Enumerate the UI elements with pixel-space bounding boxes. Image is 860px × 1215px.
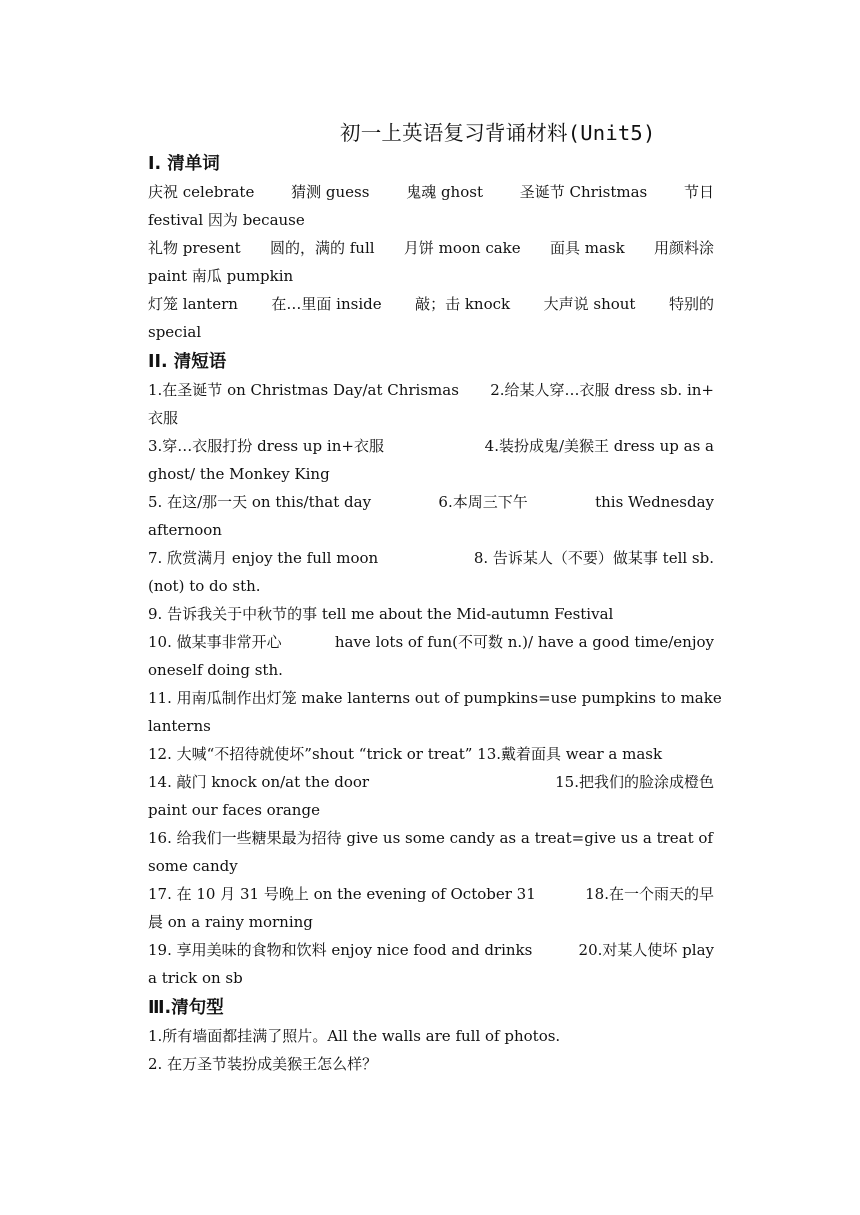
text-segment: 12. 大喊“不招待就使坏”shout “trick or treat” 13.戴着面具 wear a mask [148, 745, 663, 763]
text-segment: afternoon [148, 521, 222, 539]
text-line [148, 178, 714, 206]
text-segment: 庆祝 celebrate [148, 183, 255, 201]
text-segment: 3.穿…衣服打扮 dress up in+衣服 [148, 437, 384, 455]
text-segment: 用颜料涂 [653, 239, 714, 257]
text-segment: this Wednesday [595, 493, 714, 511]
text-line [148, 488, 714, 516]
text-segment: festival 因为 because [148, 211, 305, 229]
text-segment: 晨 on a rainy morning [148, 913, 313, 931]
text-segment: 8. 告诉某人（不要）做某事 tell sb. [473, 549, 714, 567]
text-segment: 月饼 moon cake [403, 239, 521, 257]
text-segment: 圣诞节 Christmas [519, 183, 648, 201]
text-segment: lanterns [148, 717, 211, 735]
section-heading-sentences: Ⅲ.清句型 [148, 998, 224, 1018]
text-line [148, 376, 714, 404]
text-segment: 在…里面 inside [271, 295, 382, 313]
text-line [148, 432, 714, 460]
text-line [148, 740, 714, 768]
text-line [148, 234, 714, 262]
text-segment: 鬼魂 ghost [406, 183, 483, 201]
text-line [148, 908, 714, 936]
text-segment: have lots of fun(不可数 n.)/ have a good time/enjoy [334, 633, 714, 651]
text-segment: 2. 在万圣节装扮成美猴王怎么样？ [148, 1055, 378, 1073]
text-line [148, 628, 714, 656]
text-segment: 20.对某人使坏 play [578, 941, 714, 959]
text-segment: paint 南瓜 pumpkin [148, 267, 294, 285]
section-heading-phrases: II. 清短语 [148, 352, 227, 372]
text-segment: 大声说 shout [543, 295, 636, 313]
text-segment: 9. 告诉我关于中秋节的事 tell me about the Mid-autumn Festival [148, 605, 614, 623]
text-line [148, 516, 714, 544]
text-line [148, 460, 714, 488]
text-line [148, 768, 714, 796]
text-line [148, 852, 714, 880]
text-line [148, 684, 722, 712]
text-line [148, 318, 714, 346]
text-line [148, 290, 714, 318]
text-segment: 特别的 [668, 295, 714, 313]
text-segment: special [148, 323, 202, 341]
text-segment: 1.所有墙面都挂满了照片。All the walls are full of photos. [148, 1027, 561, 1045]
text-segment: 18.在一个雨天的早 [585, 885, 714, 903]
text-segment: 19. 享用美味的食物和饮料 enjoy nice food and drinks [148, 941, 533, 959]
text-segment: 面具 mask [549, 239, 625, 257]
text-segment: (not) to do sth. [148, 577, 261, 595]
text-segment: 圆的，满的 full [269, 239, 375, 257]
text-line [148, 1022, 714, 1050]
text-segment: 15.把我们的脸涂成橙色 [555, 773, 714, 791]
text-line [148, 880, 714, 908]
text-line [148, 936, 714, 964]
text-segment: 猜测 guess [291, 183, 370, 201]
text-segment: 敲；击 knock [415, 295, 511, 313]
text-line [148, 544, 714, 572]
text-line [148, 600, 714, 628]
text-segment: 17. 在 10 月 31 号晚上 on the evening of October 31 [148, 885, 536, 903]
text-line [148, 824, 714, 852]
text-segment: 11. 用南瓜制作出灯笼 make lanterns out of pumpkins=use pumpkins to make [148, 689, 722, 707]
text-segment: some candy [148, 857, 238, 875]
text-segment: 7. 欣赏满月 enjoy the full moon [148, 549, 379, 567]
text-line [148, 404, 714, 432]
section-heading-words: I. 清单词 [148, 154, 220, 174]
text-line [148, 572, 714, 600]
document-title: 初一上英语复习背诵材料(Unit5) [340, 121, 656, 145]
text-line [148, 262, 714, 290]
text-segment: a trick on sb [148, 969, 243, 987]
text-line [148, 656, 714, 684]
text-segment: paint our faces orange [148, 801, 320, 819]
text-segment: ghost/ the Monkey King [148, 465, 330, 483]
text-segment: 10. 做某事非常开心 [148, 633, 282, 651]
text-segment: 礼物 present [148, 239, 241, 257]
text-segment: 节日 [683, 183, 714, 201]
document-page [148, 118, 722, 1078]
text-line [148, 712, 714, 740]
text-segment: 2.给某人穿…衣服 dress sb. in+ [490, 381, 714, 399]
text-segment: 5. 在这/那一天 on this/that day [148, 493, 372, 511]
text-line [148, 206, 714, 234]
text-segment: oneself doing sth. [148, 661, 283, 679]
text-line [148, 1050, 714, 1078]
text-segment: 14. 敲门 knock on/at the door [148, 773, 370, 791]
text-segment: 6.本周三下午 [438, 493, 528, 511]
text-segment: 衣服 [148, 409, 179, 427]
text-segment: 16. 给我们一些糖果最为招待 give us some candy as a treat=give us a treat of [148, 829, 713, 847]
text-segment: 1.在圣诞节 on Christmas Day/at Chrismas [148, 381, 459, 399]
text-line [148, 796, 714, 824]
text-segment: 灯笼 lantern [148, 295, 238, 313]
text-line [148, 964, 714, 992]
text-segment: 4.装扮成鬼/美猴王 dress up as a [484, 437, 714, 455]
